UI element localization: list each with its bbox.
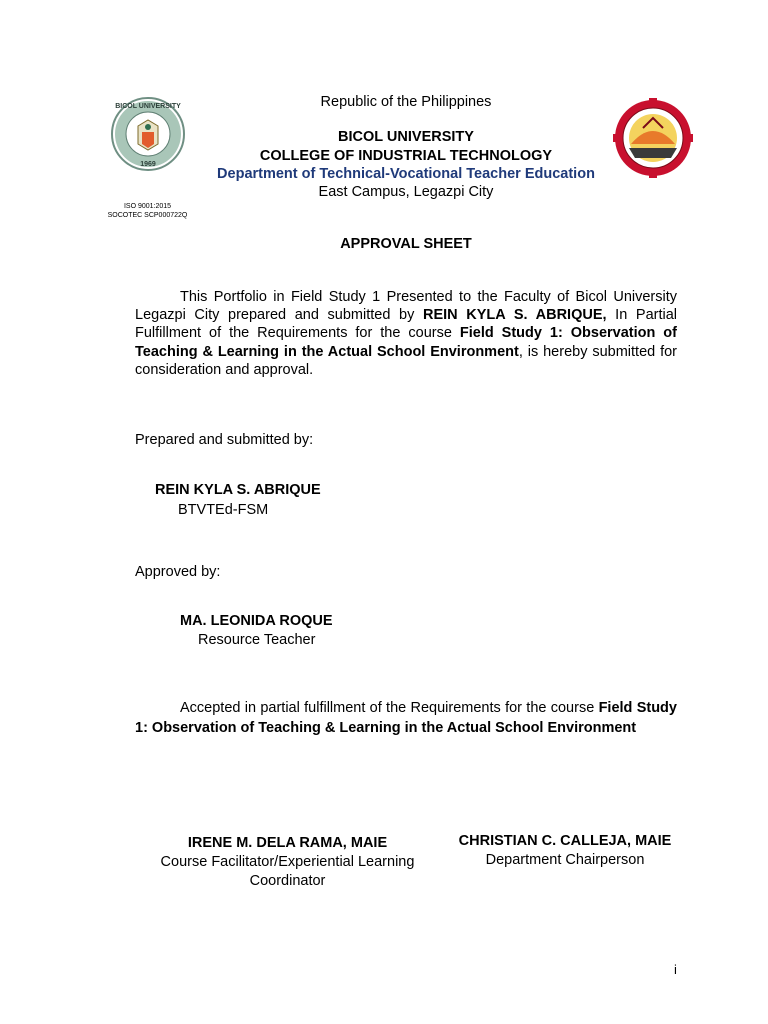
page-number: i: [674, 962, 677, 977]
iso-certification: [100, 202, 195, 220]
accepted-paragraph: [135, 699, 677, 738]
bicol-university-seal: [110, 92, 186, 176]
prepared-label: Prepared and submitted by:: [135, 432, 314, 448]
svg-text:BICOL UNIVERSITY: BICOL UNIVERSITY: [115, 103, 181, 110]
facilitator-role-1: Course Facilitator/Experiential Learning: [160, 854, 415, 870]
chairperson-role: Department Chairperson: [485, 852, 645, 868]
signatory-facilitator: [145, 834, 430, 891]
prepared-name: REIN KYLA S. ABRIQUE: [155, 482, 321, 498]
approver-name: MA. LEONIDA ROQUE: [180, 613, 333, 629]
approved-label: Approved by:: [135, 564, 221, 580]
prepared-program: BTVTEd-FSM: [178, 502, 269, 518]
campus-line: East Campus, Legazpi City: [318, 184, 494, 200]
department-name: Department of Technical-Vocational Teacher Education: [217, 166, 595, 182]
facilitator-name: IRENE M. DELA RAMA, MAIE: [187, 835, 388, 851]
accepted-text: Accepted in partial fulfillment of the Requirements for the course: [180, 700, 599, 716]
svg-text:1969: 1969: [140, 161, 156, 168]
accepted-course: Field Study 1: Observation of Teaching & Learning in the Actual School Environment: [135, 700, 677, 736]
college-name: COLLEGE OF INDUSTRIAL TECHNOLOGY: [259, 148, 553, 164]
republic-line: Republic of the Philippines: [320, 94, 492, 110]
intro-paragraph: [135, 288, 677, 379]
signatory-chairperson: [445, 832, 685, 870]
college-seal: [613, 98, 693, 178]
chairperson-name: CHRISTIAN C. CALLEJA, MAIE: [458, 833, 672, 849]
intro-student-name: REIN KYLA S. ABRIQUE,: [423, 307, 607, 324]
intro-text-2: In Partial Fulfillment of the Requirements for the course: [135, 307, 678, 342]
intro-text-3: , is hereby submitted for consideration and approval.: [135, 343, 677, 378]
page-title: APPROVAL SHEET: [340, 236, 472, 252]
intro-course: Field Study 1: Observation of Teaching & Learning in the Actual School Environment: [135, 325, 677, 360]
iso-line-1: ISO 9001:2015: [123, 203, 172, 210]
iso-line-2: SOCOTEC SCP000722Q: [107, 212, 188, 219]
intro-text-1: This Portfolio in Field Study 1 Presented to the Faculty of Bicol University Legazpi City prepared and submitted by: [135, 289, 677, 324]
university-name: BICOL UNIVERSITY: [338, 129, 474, 145]
approver-role: Resource Teacher: [198, 632, 316, 648]
facilitator-role-2: Coordinator: [249, 873, 326, 889]
